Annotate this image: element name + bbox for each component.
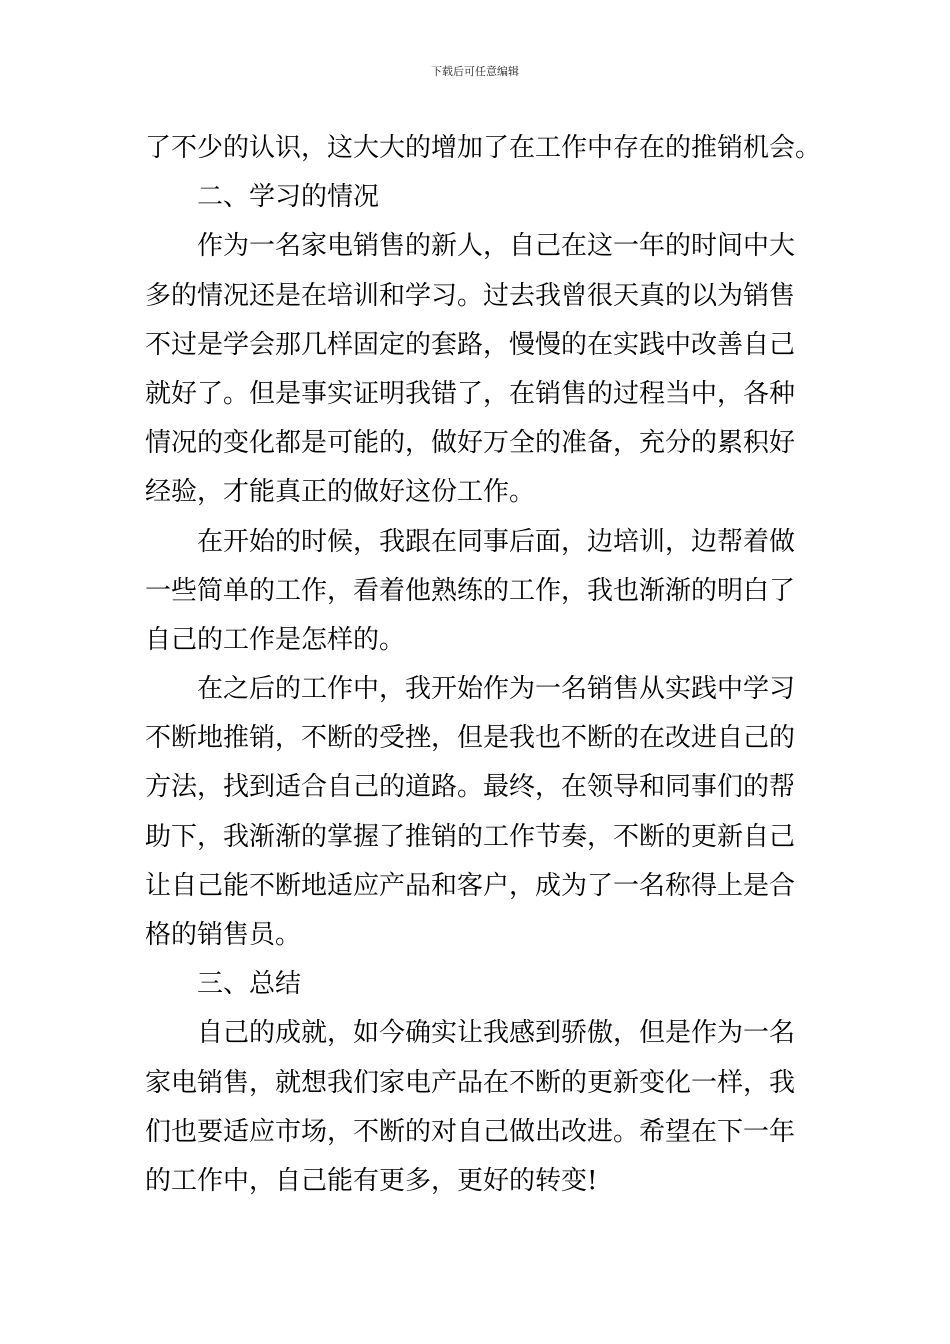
- text-line: 一些简单的工作，看着他熟练的工作，我也渐渐的明白了: [145, 575, 796, 606]
- text-line: 经验，才能真正的做好这份工作。: [145, 477, 536, 508]
- text-line: 们也要适应市场，不断的对自己做出改进。希望在下一年: [145, 1116, 796, 1147]
- text-line: 自己的成就，如今确实让我感到骄傲，但是作为一名: [197, 1018, 796, 1049]
- text-line: 的工作中，自己能有更多，更好的转变!: [145, 1165, 598, 1196]
- text-line: 就好了。但是事实证明我错了，在销售的过程当中，各种: [145, 378, 796, 409]
- text-line: 格的销售员。: [145, 920, 302, 950]
- text-line: 助下，我渐渐的掌握了推销的工作节奏，不断的更新自己: [145, 821, 796, 852]
- text-line: 自己的工作是怎样的。: [145, 624, 406, 655]
- text-line: 不过是学会那几样固定的套路，慢慢的在实践中改善自己: [145, 329, 796, 360]
- page-header: 下载后可任意编辑: [431, 65, 519, 78]
- text-line: 家电销售，就想我们家电产品在不断的更新变化一样，我: [145, 1067, 796, 1098]
- text-line: 在之后的工作中，我开始作为一名销售从实践中学习: [197, 674, 796, 705]
- text-line: 让自己能不断地适应产品和客户，成为了一名称得上是合: [145, 870, 796, 901]
- text-line: 方法，找到适合自己的道路。最终，在领导和同事们的帮: [145, 772, 796, 803]
- text-line: 情况的变化都是可能的，做好万全的准备，充分的累积好: [145, 428, 796, 459]
- text-line: 作为一名家电销售的新人，自己在这一年的时间中大: [197, 231, 796, 262]
- document-body: [145, 124, 822, 1206]
- section-heading: 二、学习的情况: [197, 182, 380, 213]
- section-heading: 三、总结: [197, 969, 302, 1000]
- text-line: 不断地推销，不断的受挫，但是我也不断的在改进自己的: [145, 723, 796, 754]
- text-line: 在开始的时候，我跟在同事后面，边培训，边帮着做: [197, 526, 796, 557]
- text-line: 多的情况还是在培训和学习。过去我曾很天真的以为销售: [145, 280, 796, 311]
- text-line: 了不少的认识，这大大的增加了在工作中存在的推销机会。: [145, 133, 822, 163]
